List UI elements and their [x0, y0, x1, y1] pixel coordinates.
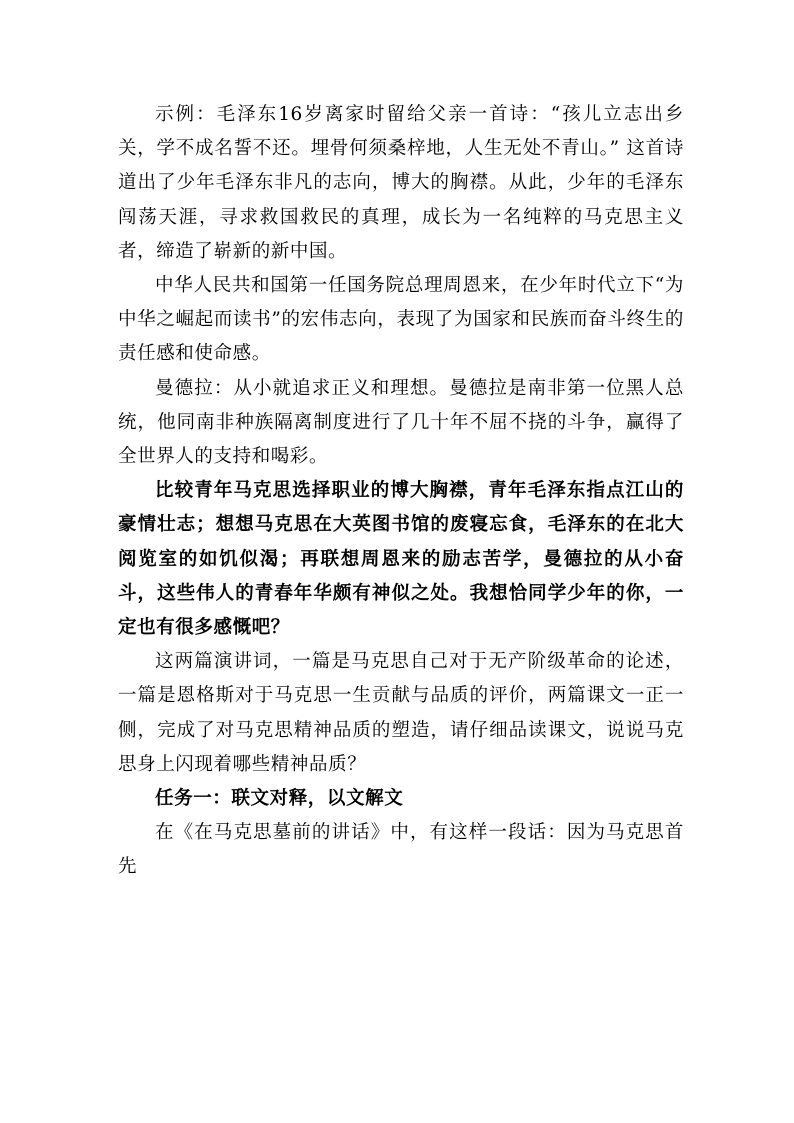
paragraph-comparison: 比较青年马克思选择职业的博大胸襟，青年毛泽东指点江山的豪情壮志；想想马克思在大英图书馆的废寝忘食，毛泽东的在北大阅览室的如饥似渴；再联想周恩来的励志苦学，曼德拉的从小奋斗，这些伟人的青春年华颇有神似之处。我想恰同学少年的你，一定也有很多感慨吧？ [118, 480, 684, 639]
task-one-heading: 任务一：联文对释，以文解文 [155, 788, 404, 810]
paragraph-zhou-enlai: 中华人民共和国第一任国务院总理周恩来，在少年时代立下“为中华之崛起而读书”的宏伟志向，表现了为国家和民族而奋斗终生的责任感和使命感。 [118, 275, 684, 365]
paragraph-mandela: 曼德拉：从小就追求正义和理想。曼德拉是南非第一位黑人总统，他同南非种族隔离制度进行了几十年不屈不挠的斗争，赢得了全世界人的支持和喝彩。 [118, 377, 684, 468]
document-page [118, 98, 684, 885]
paragraph-speech-quote: 在《在马克思墓前的讲话》中，有这样一段话：因为马克思首先 [118, 822, 684, 878]
paragraph-mao-example: 示例：毛泽东16岁离家时留给父亲一首诗：“孩儿立志出乡关，学不成名誓不还。埋骨何须桑梓地，人生无处不青山。” 这首诗道出了少年毛泽东非凡的志向，博大的胸襟。从此，少年的毛泽东闯荡天涯，寻求救国救民的真理，成长为一名纯粹的马克思主义者，缔造了崭新的新中国。 [118, 104, 684, 262]
paragraph-two-speeches: 这两篇演讲词，一篇是马克思自己对于无产阶级革命的论述，一篇是恩格斯对于马克思一生贡献与品质的评价，两篇课文一正一侧，完成了对马克思精神品质的塑造，请仔细品读课文，说说马克思身上闪现着哪些精神品质？ [118, 651, 684, 775]
